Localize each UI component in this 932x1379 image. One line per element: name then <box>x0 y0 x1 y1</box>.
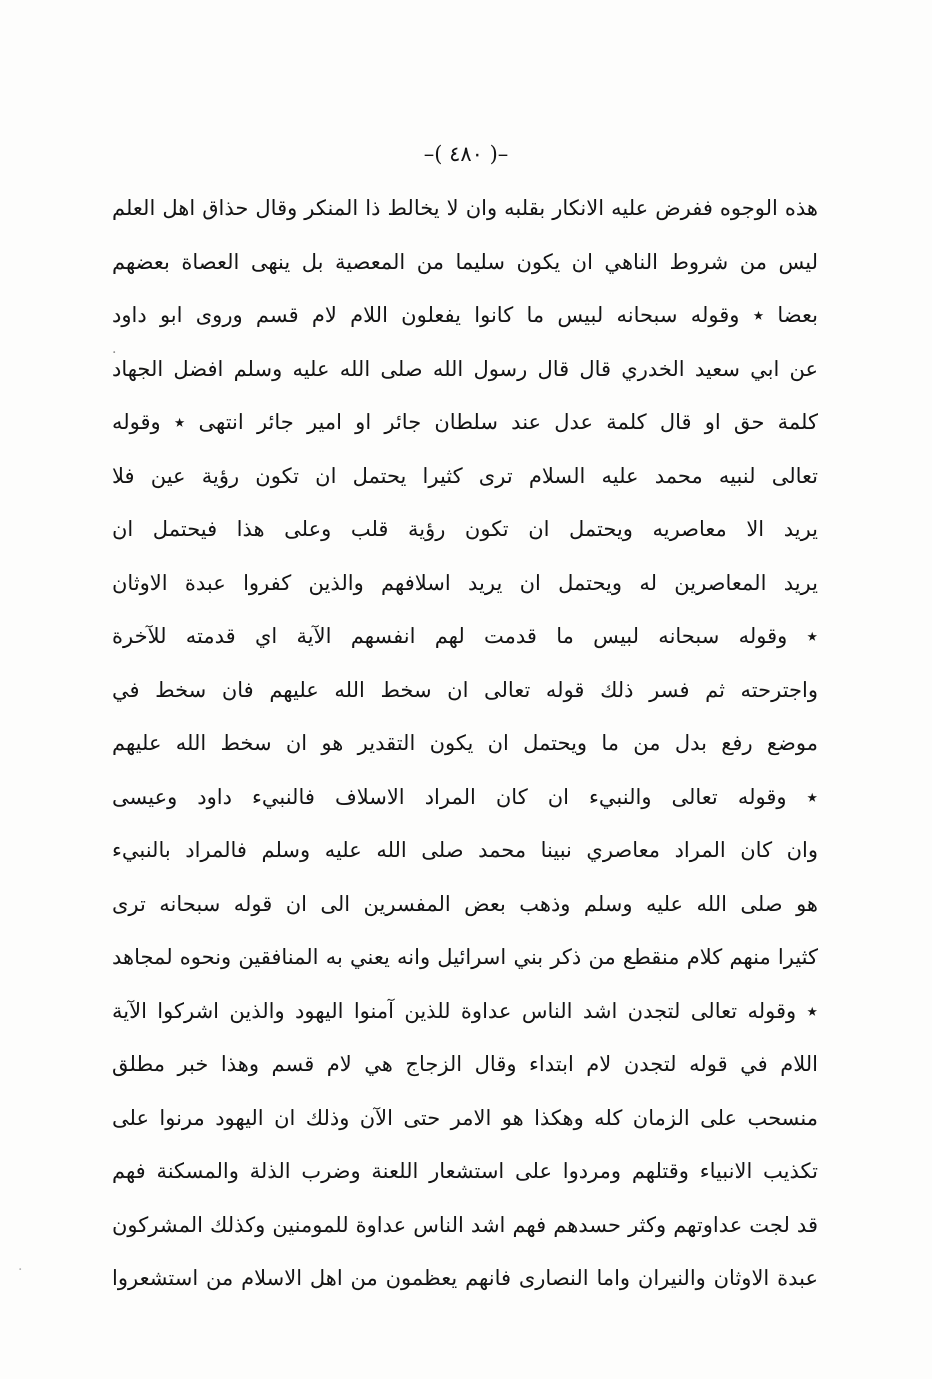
text-line: موضع رفع بدل من ما ويحتمل ان يكون التقدير هو ان سخط الله عليهم <box>112 731 818 755</box>
text-line: قد لجت عداوتهم وكثر حسدهم فهم اشد الناس عداوة للمومنين وكذلك المشركون <box>112 1212 818 1237</box>
text-line: اللام في قوله لتجدن لام ابتداء وقال الزجاج هي لام قسم وهذا خبر مطلق <box>112 1052 818 1076</box>
text-line: يريد الا معاصريه ويحتمل ان تكون رؤية قلب وعلى هذا فيحتمل ان <box>112 517 818 541</box>
text-line: تكذيب الانبياء وقتلهم ومردوا على استشعار اللعنة وضرب الذلة والمسكنة فهم <box>112 1159 818 1183</box>
text-line: ليس من شروط الناهي ان يكون سليما من المعصية بل ينهى العصاة بعضهم <box>112 249 818 274</box>
text-line: بعضا ٭ وقوله سبحانه لبيس ما كانوا يفعلون اللام لام قسم وروى ابو داود <box>112 303 818 327</box>
text-line: ٭ وقوله تعالى لتجدن اشد الناس عداوة للذين آمنوا اليهود والذين اشركوا الآية <box>112 998 818 1023</box>
text-line: ٭ وقوله تعالى والنبيء ان كان المراد الاسلاف فالنبيء داود وعيسى <box>112 784 818 809</box>
text-line: واجترحته ثم فسر ذلك قوله تعالى ان سخط الله عليهم فان سخط في <box>112 677 818 702</box>
text-line: وان كان المراد معاصري نبينا محمد صلى الله عليه وسلم فالمراد بالنبيء <box>112 838 818 862</box>
text-line: عن ابي سعيد الخدري قال قال رسول الله صلى الله عليه وسلم افضل الجهاد <box>112 356 818 381</box>
text-line: كثيرا منهم كلام منقطع من ذكر بني اسرائيل وانه يعني به المنافقين ونحوه لمجاهد <box>112 945 818 969</box>
text-line: يريد المعاصرين له ويحتمل ان يريد اسلافهم والذين كفروا عبدة الاوثان <box>112 570 818 595</box>
body-text <box>112 182 818 1306</box>
text-line: منسحب على الزمان كله وهكذا هو الامر حتى الآن وذلك ان اليهود مرنوا على <box>112 1105 818 1130</box>
text-line: ٭ وقوله سبحانه لبيس ما قدمت لهم انفسهم الآية اي قدمته للآخرة <box>112 624 818 648</box>
text-line: هو صلى الله عليه وسلم وذهب بعض المفسرين الى ان قوله سبحانه ترى <box>112 891 818 916</box>
text-line: كلمة حق او قال كلمة عدل عند سلطان جائر او امير جائر انتهى ٭ وقوله <box>112 410 818 434</box>
text-line: هذه الوجوه ففرض عليه الانكار بقلبه وان لا يخالط ذا المنكر وقال حذاق اهل العلم <box>112 196 818 220</box>
text-line: عبدة الاوثان والنيران واما النصارى فانهم يعظمون من اهل الاسلام من استشعروا <box>112 1266 818 1290</box>
text-line: تعالى لنبيه محمد عليه السلام ترى كثيرا يحتمل ان تكون رؤية عين فلا <box>112 463 818 488</box>
margin-speck: · <box>18 1262 23 1278</box>
page-number: –( ٤٨٠ )– <box>423 142 509 166</box>
margin-speck: · <box>112 345 117 361</box>
